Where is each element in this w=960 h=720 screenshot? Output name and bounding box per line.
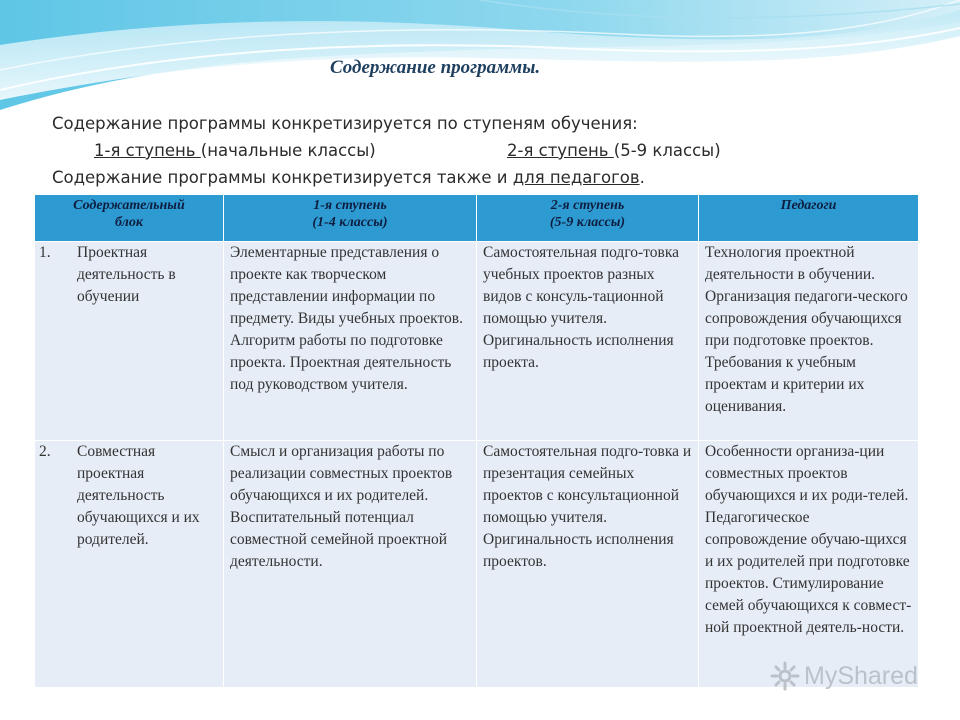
intro-text [52, 110, 721, 191]
header-stage-2: 2-я ступень (5-9 классы) [477, 195, 699, 242]
row-number: 2. [39, 443, 51, 460]
header-stage-1: 1-я ступень (1-4 классы) [224, 195, 477, 242]
intro-line-1: Содержание программы конкретизируется по ступеням обучения: [52, 114, 638, 133]
slide-title: Содержание программы. [330, 57, 541, 78]
cell-stage-2: Самостоятельная подго-товка и презентация семейных проектов с консультационной помощью учителя. Оригинальность исполнения проектов. [477, 441, 699, 688]
teachers-link-text: для педагогов [512, 168, 640, 187]
header-block: Содержательный блок [35, 195, 224, 242]
block-name: Совместная проектная деятельность обучающихся и их родителей. [77, 443, 200, 548]
myshared-watermark [770, 660, 918, 692]
header-teachers: Педагоги [699, 195, 919, 242]
cell-teachers: Технология проектной деятельности в обучении. Организация педагоги-ческого сопровождения обучающихся при подготовке проектов. Требования к учебным проектам и критерии их оценивания. [699, 242, 919, 441]
stage-2-note [507, 137, 721, 164]
stage-2-label: 2-я ступень [507, 141, 614, 160]
cell-block [35, 242, 224, 441]
watermark-text: MyShared [804, 661, 918, 690]
block-name: Проектная деятельность в обучении [77, 244, 176, 305]
intro-line-3-prefix: Содержание программы конкретизируется также и [52, 168, 513, 187]
cell-block [35, 441, 224, 688]
myshared-logo-icon [770, 661, 800, 691]
program-table-wrapper [34, 194, 918, 688]
cell-stage-2: Самостоятельная подго-товка учебных проектов разных видов с консуль-тационной помощью учителя. Оригинальность исполнения проекта. [477, 242, 699, 441]
stage-2-desc: (5-9 классы) [613, 141, 721, 160]
cell-stage-1: Элементарные представления о проекте как творческом представлении информации по предмету. Виды учебных проектов. Алгоритм работы по подготовке проекта. Проектная деятельность под руководством учителя. [224, 242, 477, 441]
table-row [35, 441, 919, 688]
table-row [35, 242, 919, 441]
stage-1-desc: (начальные классы) [200, 141, 376, 160]
cell-stage-1: Смысл и организация работы по реализации совместных проектов обучающихся и их родителей. Воспитательный потенциал совместной семейной проектной деятельности. [224, 441, 477, 688]
row-number: 1. [39, 244, 51, 261]
intro-line-stages [52, 137, 721, 164]
intro-line-3 [52, 164, 645, 191]
cell-teachers: Особенности организа-ции совместных проектов обучающихся и их роди-телей. Педагогическое сопровождение обучаю-щихся и их родителей при подготовке проектов. Стимулирование семей обучающихся к совмест-ной проектной деятель-ности. [699, 441, 919, 688]
program-table [34, 194, 919, 688]
stage-1-note [94, 137, 376, 164]
stage-1-label: 1-я ступень [94, 141, 201, 160]
intro-line-3-suffix: . [639, 168, 645, 187]
table-header-row [35, 195, 919, 242]
